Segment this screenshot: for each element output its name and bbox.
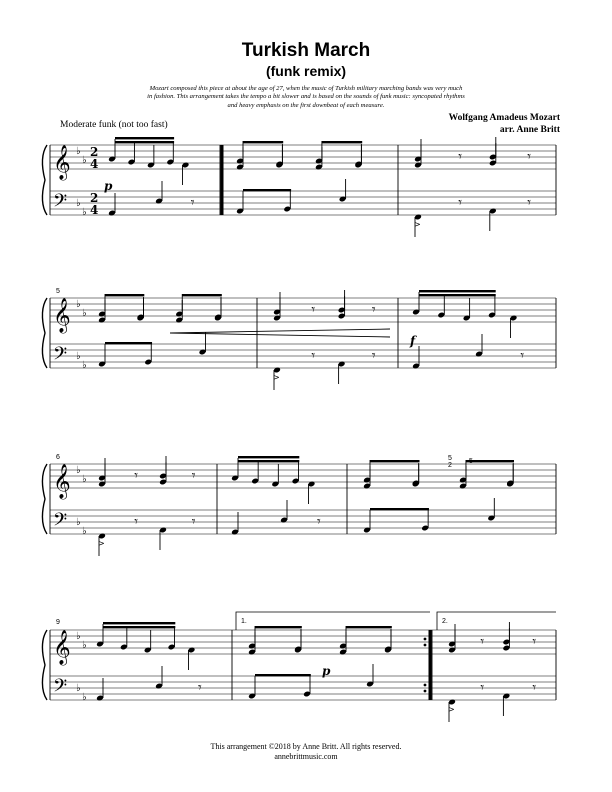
accent-icon: >: [448, 705, 455, 714]
eighth-rest: 𝄾: [480, 680, 485, 696]
first-ending-label: 1.: [241, 618, 247, 625]
beam: [243, 141, 283, 143]
time-signature: 4: [90, 203, 99, 217]
fingering: 5: [469, 458, 473, 465]
bass-clef-icon: 𝄢: [53, 676, 68, 701]
time-signature: 2: [90, 145, 99, 159]
repeat-dot: [424, 644, 427, 647]
beam: [255, 674, 311, 676]
beam: [419, 290, 496, 292]
eighth-rest: 𝄾: [480, 634, 485, 650]
flat-icon: ♭: [82, 474, 87, 485]
eighth-rest: 𝄾: [527, 195, 532, 211]
fingering: 2: [448, 462, 452, 469]
time-signature: 4: [90, 157, 99, 171]
bass-clef-icon: 𝄢: [53, 344, 68, 369]
eighth-rest: 𝄾: [198, 680, 202, 696]
dynamic-f: f: [410, 334, 416, 348]
flat-icon: ♭: [76, 465, 81, 476]
eighth-rest: 𝄾: [311, 302, 316, 318]
page-title: Turkish March: [241, 40, 371, 61]
beam: [115, 137, 174, 139]
system-brace: [42, 298, 47, 368]
treble-clef-icon: 𝄞: [53, 630, 71, 665]
system-brace: [42, 630, 47, 700]
eighth-rest: 𝄾: [190, 195, 195, 211]
beam: [103, 626, 175, 628]
flat-icon: ♭: [82, 640, 87, 651]
measure-number: 5: [56, 288, 60, 295]
accent-icon: >: [98, 539, 105, 548]
music-systems: [42, 137, 556, 722]
flat-icon: ♭: [76, 146, 81, 157]
flat-icon: ♭: [82, 308, 87, 319]
flat-icon: ♭: [76, 351, 81, 362]
intro-line: in fashion. This arrangement takes the tempo a bit slower and is based on the sounds of funk music: syncopated rhythms: [147, 93, 465, 101]
dynamic-p: p: [322, 664, 331, 678]
beam: [105, 294, 144, 296]
crescendo-hairpin: [170, 333, 390, 337]
flat-icon: ♭: [82, 360, 87, 371]
accent-icon: >: [273, 373, 280, 382]
eighth-rest: 𝄾: [311, 348, 316, 364]
treble-clef-icon: 𝄞: [53, 464, 71, 499]
flat-icon: ♭: [76, 198, 81, 209]
flat-icon: ♭: [82, 155, 87, 166]
arranger-credit: arr. Anne Britt: [499, 125, 560, 135]
bass-clef-icon: 𝄢: [53, 191, 68, 216]
beam: [103, 622, 175, 624]
flat-icon: ♭: [82, 692, 87, 703]
eighth-rest: 𝄾: [191, 468, 196, 484]
measure-number: 6: [56, 454, 60, 461]
eighth-rest: 𝄾: [134, 468, 138, 484]
eighth-rest: 𝄾: [191, 514, 196, 530]
repeat-dot: [424, 638, 427, 641]
repeat-dot: [424, 684, 427, 687]
eighth-rest: 𝄾: [317, 514, 321, 530]
repeat-dot: [424, 690, 427, 693]
system-brace: [42, 464, 47, 534]
measure-number: 9: [56, 619, 60, 626]
beam: [115, 141, 174, 143]
crescendo-hairpin: [170, 329, 390, 333]
fingering: 5: [448, 455, 452, 462]
eighth-rest: 𝄾: [458, 195, 463, 211]
flat-icon: ♭: [76, 299, 81, 310]
eighth-rest: 𝄾: [532, 634, 537, 650]
copyright-text: This arrangement ©2018 by Anne Britt. All rights reserved.: [210, 742, 402, 751]
flat-icon: ♭: [82, 526, 87, 537]
treble-clef-icon: 𝄞: [53, 298, 71, 333]
time-signature: 2: [90, 191, 99, 205]
beam: [322, 141, 362, 143]
eighth-rest: 𝄾: [371, 302, 376, 318]
website-text: annebrittmusic.com: [274, 752, 338, 761]
bass-clef-icon: 𝄢: [53, 510, 68, 535]
composer-credit: Wolfgang Amadeus Mozart: [448, 113, 560, 123]
second-ending-label: 2.: [442, 618, 448, 625]
beam: [370, 508, 429, 510]
beam: [238, 456, 299, 458]
eighth-rest: 𝄾: [532, 680, 537, 696]
beam: [419, 294, 496, 296]
beam: [182, 294, 222, 296]
eighth-rest: 𝄾: [134, 514, 138, 530]
eighth-rest: 𝄾: [458, 149, 463, 165]
dynamic-p: p: [104, 179, 113, 193]
beam: [238, 460, 299, 462]
eighth-rest: 𝄾: [527, 149, 532, 165]
intro-line: and heavy emphasis on the first downbeat of each measure.: [227, 101, 385, 109]
flat-icon: ♭: [76, 517, 81, 528]
flat-icon: ♭: [76, 631, 81, 642]
eighth-rest: 𝄾: [520, 348, 525, 364]
footer: [0, 742, 612, 762]
accent-icon: >: [414, 220, 421, 229]
flat-icon: ♭: [76, 683, 81, 694]
intro-line: Mozart composed this piece at about the age of 27, when the music of Turkish military marching bands was very much: [149, 85, 463, 92]
beam: [243, 189, 291, 191]
beam: [466, 460, 514, 462]
beam: [370, 460, 420, 462]
beam: [346, 626, 392, 628]
system-brace: [42, 145, 47, 215]
beam: [255, 626, 302, 628]
eighth-rest: 𝄾: [371, 348, 376, 364]
flat-icon: ♭: [82, 207, 87, 218]
tempo-marking: Moderate funk (not too fast): [60, 120, 168, 130]
treble-clef-icon: 𝄞: [53, 145, 71, 180]
page-subtitle: (funk remix): [265, 63, 347, 79]
beam: [105, 342, 152, 344]
